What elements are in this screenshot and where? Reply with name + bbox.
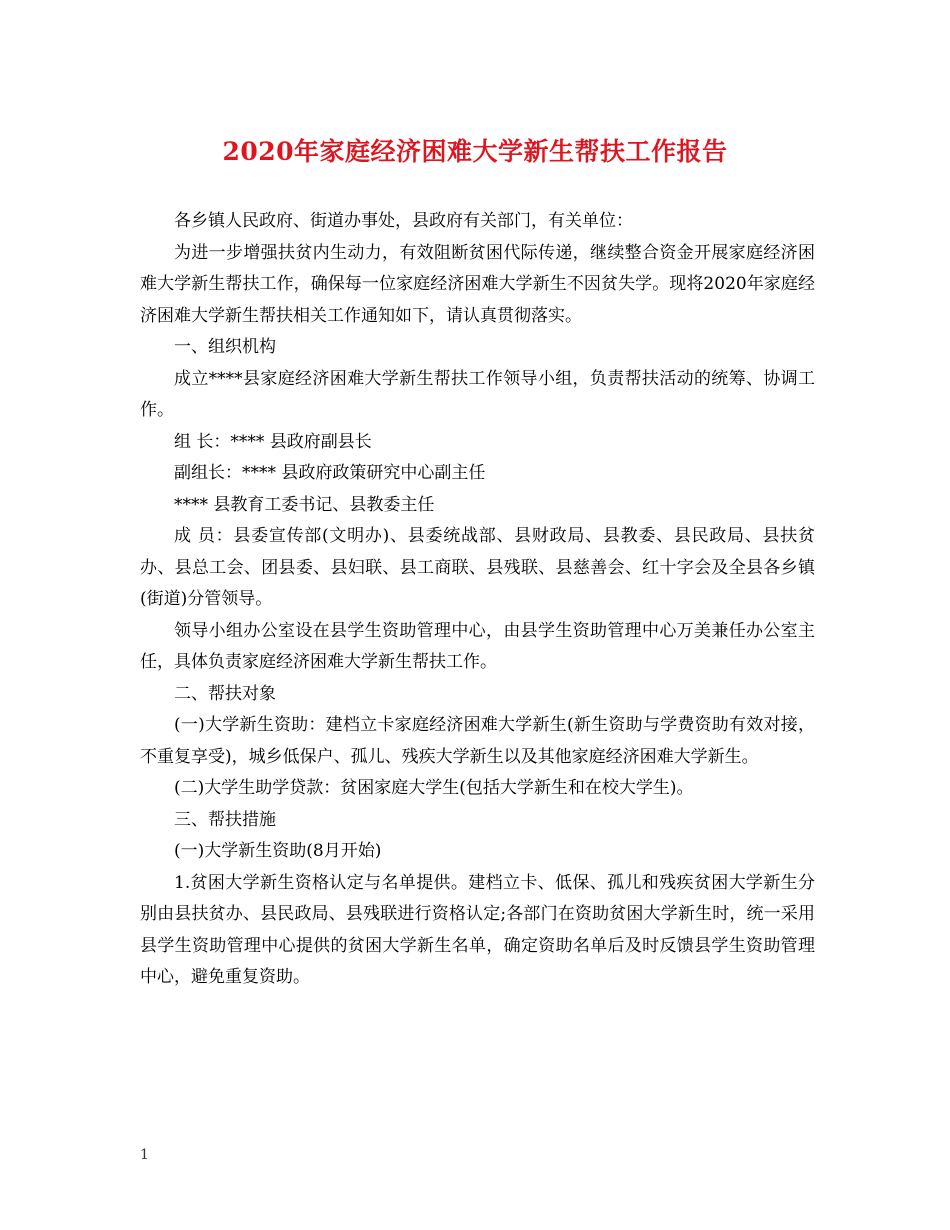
section-heading-organization: 一、组织机构	[174, 337, 276, 357]
section-heading-targets: 二、帮扶对象	[174, 683, 276, 704]
section-heading-measures: 三、帮扶措施	[174, 809, 276, 830]
measure-paragraph-1: 1.贫困大学新生资格认定与名单提供。建档立卡、低保、孤儿和残疾贫困大学新生分别由县扶贫办、县民政局、县残联进行资格认定;各部门在资助贫困大学新生时，统一采用县学生资助管理中心提供的贫困大学新生名单，确定资助名单后及时反馈县学生资助管理中心，避免重复资助。	[140, 872, 815, 987]
deputy-leader-line: 副组长：**** 县政府政策研究中心副主任	[174, 463, 486, 483]
organization-paragraph: 成立****县家庭经济困难大学新生帮扶工作领导小组，负责帮扶活动的统筹、协调工作。	[140, 368, 815, 420]
deputy-leader-line-2: **** 县教育工委书记、县教委主任	[174, 494, 435, 515]
leader-line: 组 长：**** 县政府副县长	[174, 431, 372, 452]
members-paragraph: 成 员：县委宣传部(文明办)、县委统战部、县财政局、县教委、县民政局、县扶贫办、县总工会、团县委、县妇联、县工商联、县残联、县慈善会、红十字会及全县各乡镇(街道)分管领导。	[140, 526, 815, 609]
office-paragraph: 领导小组办公室设在县学生资助管理中心，由县学生资助管理中心万美兼任办公室主任，具体负责家庭经济困难大学新生帮扶工作。	[140, 620, 815, 672]
intro-paragraph: 为进一步增强扶贫内生动力，有效阻断贫困代际传递，继续整合资金开展家庭经济困难大学新生帮扶工作，确保每一位家庭经济困难大学新生不因贫失学。现将2020年家庭经济困难大学新生帮扶相关工作通知如下，请认真贯彻落实。	[140, 242, 815, 326]
target-paragraph-2: (二)大学生助学贷款：贫困家庭大学生(包括大学新生和在校大学生)。	[174, 778, 694, 798]
document-title: 2020年家庭经济困难大学新生帮扶工作报告	[222, 137, 728, 166]
salutation-paragraph: 各乡镇人民政府、街道办事处，县政府有关部门，有关单位：	[174, 211, 633, 231]
measure-subheading-1: (一)大学新生资助(8月开始)	[174, 841, 382, 861]
page-number: 1	[140, 1147, 149, 1163]
target-paragraph-1: (一)大学新生资助：建档立卡家庭经济困难大学新生(新生资助与学费资助有效对接，不重复享受)，城乡低保户、孤儿、残疾大学新生以及其他家庭经济困难大学新生。	[140, 715, 815, 767]
document-body	[140, 206, 815, 994]
